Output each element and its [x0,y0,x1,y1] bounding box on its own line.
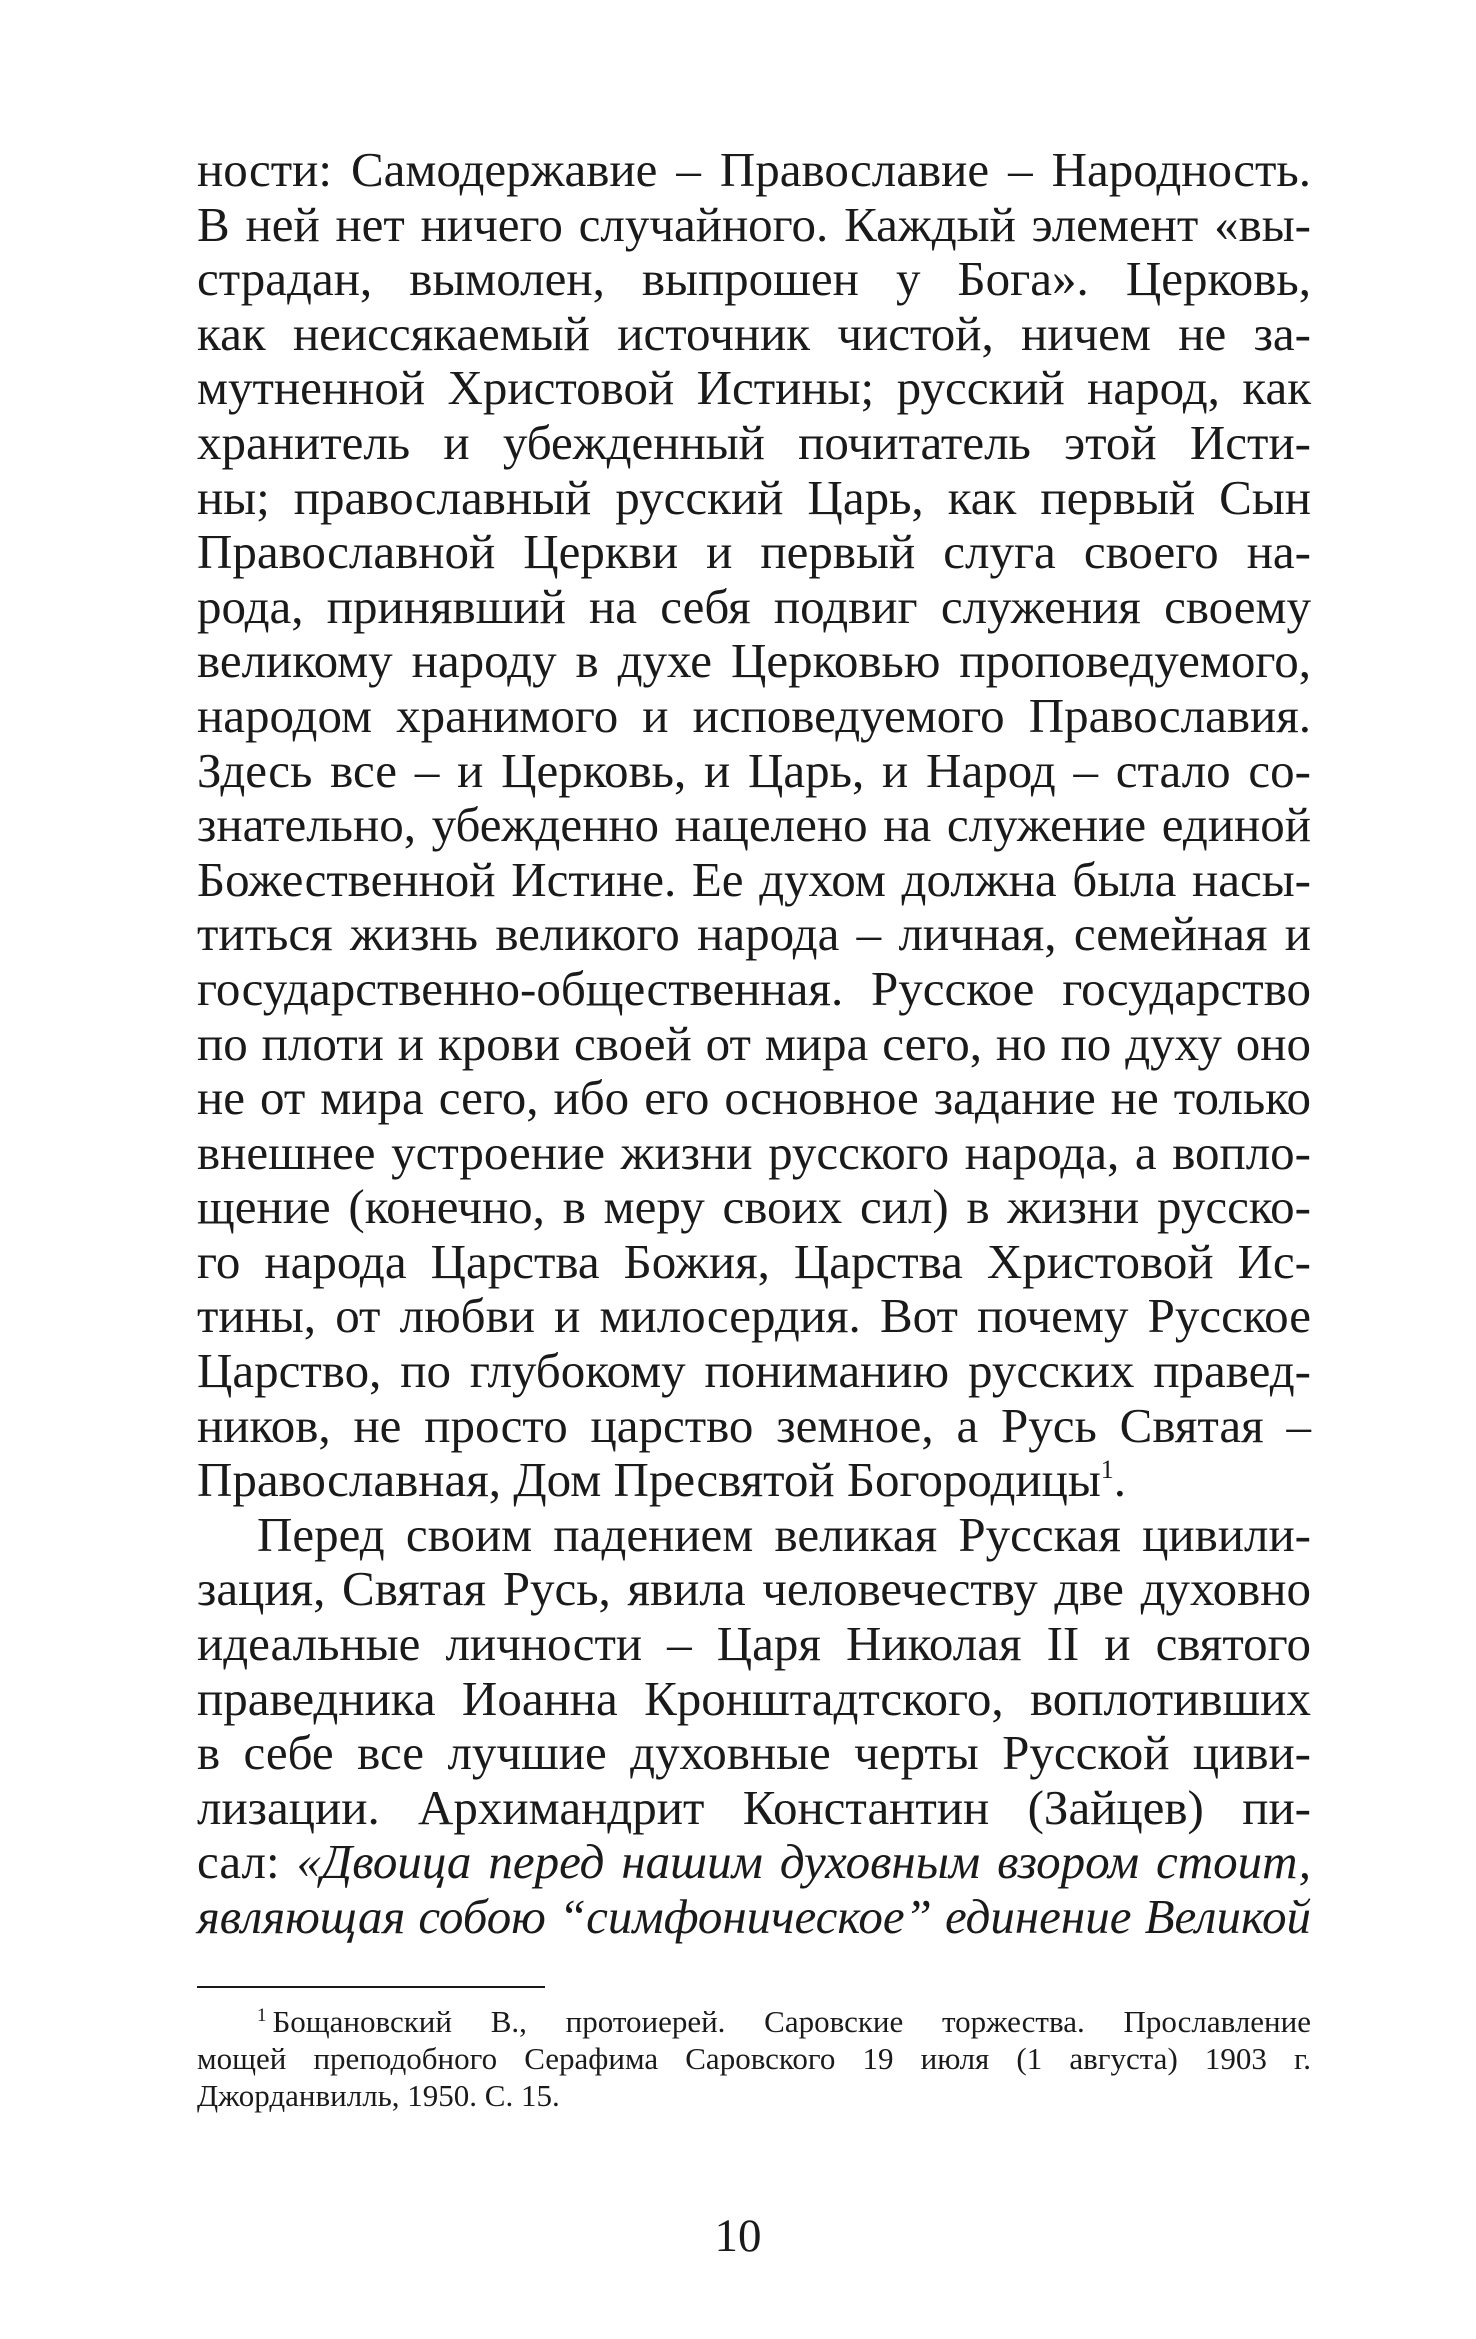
text-line: ников, не просто царство земное, а Русь Святая – [197,1397,1311,1453]
footnote-line: мощей преподобного Серафима Саровского 19 июля (1 августа) 1903 г. [197,2041,1311,2076]
text-line [197,1835,1311,1890]
text-line: великому народу в духе Церковью проповедуемого, [197,633,1311,689]
text-run: Православная, Дом Пресвятой Богородицы [197,1452,1101,1508]
text-line: как неиссякаемый источник чистой, ничем не за- [197,305,1311,361]
paragraph-1 [197,143,1311,1508]
text-line: щение (конечно, в меру своих сил) в жизни русско- [197,1179,1311,1235]
text-line: праведника Иоанна Кронштадтского, воплотивших [197,1670,1311,1726]
text-run: сал: [197,1834,297,1890]
text-line: Перед своим падением великая Русская цивили- [257,1506,1311,1562]
text-line: Царство, по глубокому пониманию русских правед- [197,1343,1311,1399]
text-line: мутненной Христовой Истины; русский народ, как [197,360,1311,416]
text-line: страдан, вымолен, выпрошен у Бога». Церковь, [197,251,1311,307]
footnote-marker: 1 [257,2005,267,2026]
footnote [197,2003,1311,2114]
text-line: ности: Самодержавие – Православие – Народность. [197,142,1311,197]
text-line: В ней нет ничего случайного. Каждый элемент «вы- [197,196,1311,252]
footnote-line: Джорданвилль, 1950. С. 15. [197,2078,560,2113]
paragraph-2 [197,1508,1311,1945]
text-line: го народа Царства Божия, Царства Христовой Ис- [197,1233,1311,1289]
text-line: народом хранимого и исповедуемого Православия. [197,687,1311,743]
footnote-separator [197,1986,545,1988]
text-line: Православной Церкви и первый слуга своего на- [197,524,1311,580]
text-line: по плоти и крови своей от мира сего, но по духу оно [197,1015,1311,1071]
text-line: Божественной Истине. Ее духом должна была насы- [197,851,1311,907]
text-line: титься жизнь великого народа – личная, семейная и [197,906,1311,962]
text-line: лизации. Архимандрит Константин (Зайцев) пи- [197,1779,1311,1835]
page-body [197,143,1311,1945]
footnote-line [197,2003,1311,2040]
text-line: тины, от любви и милосердия. Вот почему Русское [197,1288,1311,1344]
text-line: идеальные личности – Царя Николая II и святого [197,1616,1311,1672]
quote-text: являющая собою “симфоническое” единение Великой [197,1889,1311,1944]
text-line: государственно-общественная. Русское государство [197,960,1311,1016]
text-line: зация, Святая Русь, явила человечеству две духовно [197,1561,1311,1617]
text-line: ны; православный русский Царь, как первый Сын [197,469,1311,525]
text-line: рода, принявший на себя подвиг служения своему [197,578,1311,634]
page-number: 10 [714,2210,762,2262]
text-line: внешнее устроение жизни русского народа, а вопло- [197,1124,1311,1180]
text-line: не от мира сего, ибо его основное задание не только [197,1070,1311,1126]
footnote-reference[interactable]: 1 [1100,1455,1114,1485]
text-line: знательно, убежденно нацелено на служение единой [197,797,1311,853]
text-line: Здесь все – и Церковь, и Царь, и Народ – стало со- [197,742,1311,798]
text-run: . [1113,1452,1127,1508]
footnote-text: Бощановский В., протоиерей. Саровские торжества. Прославление [272,2004,1311,2039]
text-line: в себе все лучшие духовные черты Русской циви- [197,1725,1311,1781]
text-line: хранитель и убежденный почитатель этой Исти- [197,414,1311,470]
text-line [197,1453,1311,1508]
quote-text: «Двоица перед нашим духовным взором стоит, [296,1834,1312,1890]
